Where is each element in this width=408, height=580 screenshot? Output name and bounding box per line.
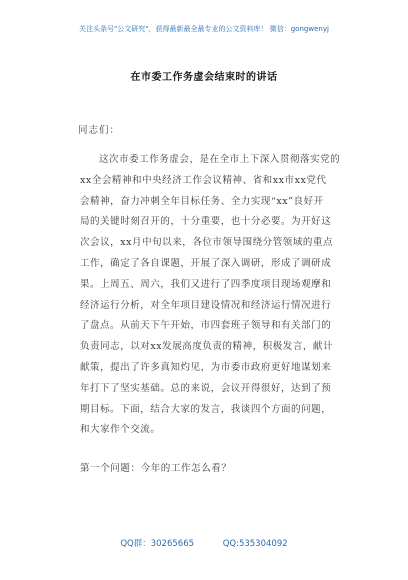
paragraph-line: xx全会精神和中央经济工作会议精神、省和xx市xx党代 [80,174,327,186]
paragraph-line: 负责同志，以对xx发展高度负责的精神，积极发言，献计 [80,341,334,353]
header-banner: 关注头条号"公文研究"，获得最新最全最专业的公文资料库！ 微信：gongwenyj [79,25,329,33]
paragraph-line: 果。上周五、周六，我们又进行了四季度项目现场观摩和 [80,278,332,290]
paragraph-line: 这次市委工作务虚会，是在全市上下深入贯彻落实党的 [99,154,341,165]
paragraph-line: 献策，提出了许多真知灼见，为市委市政府更好地谋划来 [80,361,332,373]
paragraph-line: 次会议，xx月中旬以来，各位市领导围绕分管领域的重点 [80,237,334,249]
qq-group-label: QQ群：30265665 [120,539,195,549]
paragraph-line: 和大家作个交流。 [80,424,161,436]
paragraph-line: 了盘点。从前天下午开始，市四套班子领导和有关部门的 [80,320,332,332]
body-paragraph [80,150,348,441]
document-title: 在市委工作务虚会结束时的讲话 [130,72,278,83]
salutation: 同志们： [78,125,121,136]
paragraph-line: 期目标。下面，结合大家的发言，我谈四个方面的问题， [80,403,332,415]
section-question: 第一个问题：今年的工作怎么看？ [80,463,232,474]
paragraph-line: 会精神，奋力冲刺全年目标任务、全力实现“xx”良好开 [80,195,324,207]
paragraph-line: 年打下了坚实基础。总的来说，会议开得很好，达到了预 [80,382,332,394]
paragraph-line: 工作，确定了各自课题，开展了深入调研，形成了调研成 [80,257,332,269]
paragraph-line: 局的关键时刻召开的，十分重要，也十分必要。为开好这 [80,216,332,228]
qq-label: QQ:535304092 [222,539,288,549]
footer-contacts [0,537,408,549]
paragraph-line: 经济运行分析，对全年项目建设情况和经济运行情况进行 [80,299,332,311]
